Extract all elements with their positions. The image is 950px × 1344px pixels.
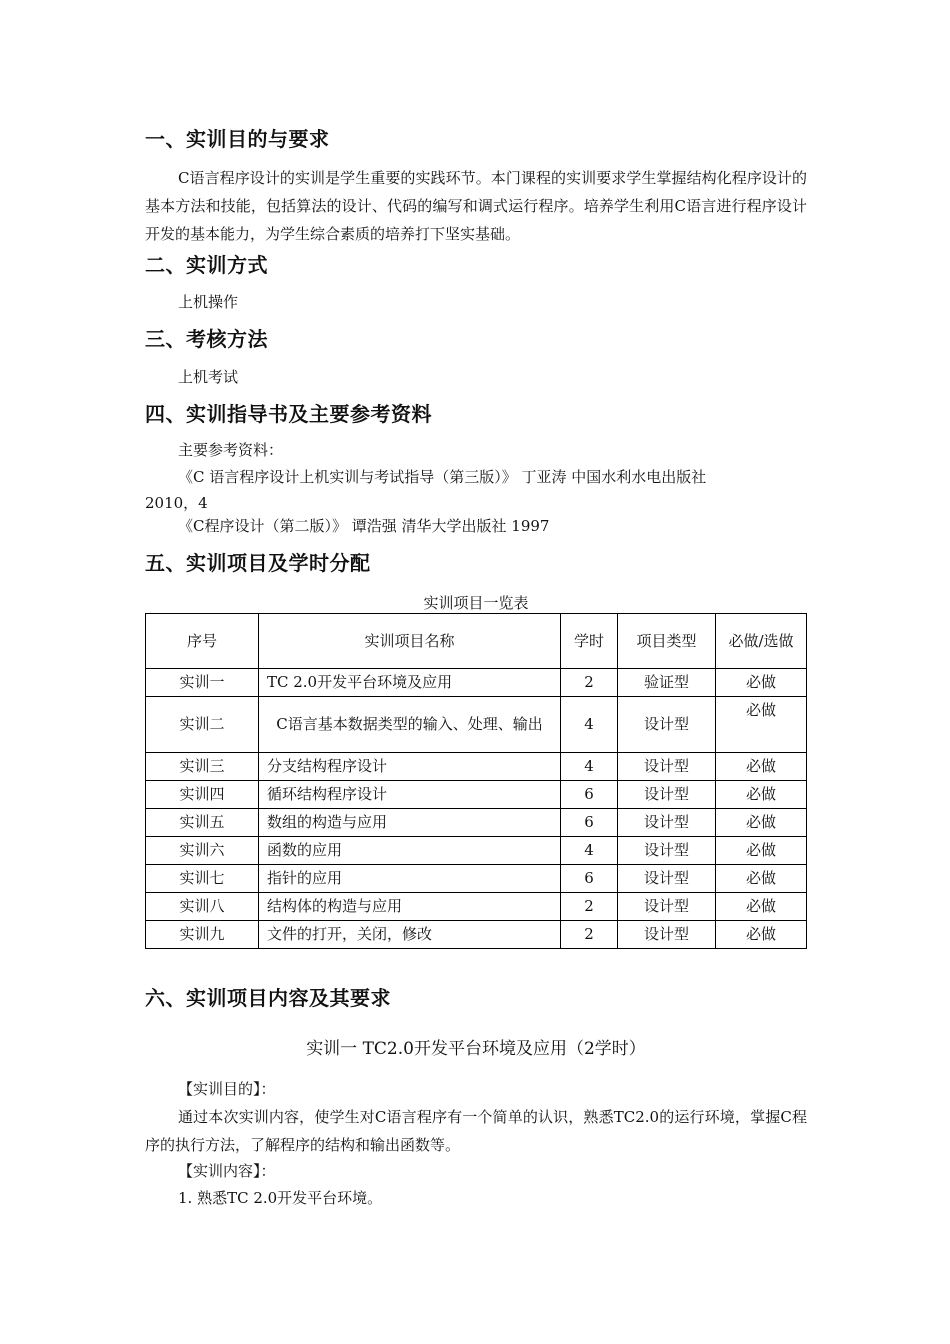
cell-type: 设计型	[618, 753, 716, 781]
experiment-1-content-label: 【实训内容】：	[178, 1162, 276, 1180]
cell-name: 文件的打开，关闭，修改	[259, 921, 561, 949]
section-1-body: C语言程序设计的实训是学生重要的实践环节。本门课程的实训要求学生掌握结构化程序设计的基本方法和技能，包括算法的设计、代码的编写和调式运行程序。培养学生利用C语言进行程序设计开发的基本能力，为学生综合素质的培养打下坚实基础。	[145, 169, 807, 243]
header-hours: 学时	[561, 614, 618, 669]
cell-hours: 4	[561, 837, 618, 865]
cell-hours: 4	[561, 753, 618, 781]
reference-1-date: 2010，4	[145, 494, 208, 512]
cell-hours: 6	[561, 781, 618, 809]
cell-required: 必做	[716, 809, 807, 837]
table-row	[146, 697, 807, 753]
section-5-heading: 五、实训项目及学时分配	[145, 551, 371, 575]
table-row	[146, 669, 807, 697]
cell-name: 函数的应用	[259, 837, 561, 865]
experiment-1-goal-label: 【实训目的】：	[178, 1080, 276, 1098]
cell-hours: 6	[561, 809, 618, 837]
cell-hours: 2	[561, 893, 618, 921]
cell-no: 实训七	[146, 865, 259, 893]
reference-2: 《C程序设计（第二版）》 谭浩强 清华大学出版社 1997	[178, 517, 550, 535]
cell-no: 实训九	[146, 921, 259, 949]
cell-type: 设计型	[618, 697, 716, 753]
experiment-1-goal-body: 通过本次实训内容，使学生对C语言程序有一个简单的认识，熟悉TC2.0的运行环境，掌握C程序的执行方法，了解程序的结构和输出函数等。	[145, 1108, 807, 1154]
cell-no: 实训三	[146, 753, 259, 781]
reference-1: 《C 语言程序设计上机实训与考试指导（第三版）》 丁亚涛 中国水利水电出版社	[178, 468, 707, 486]
cell-hours: 6	[561, 865, 618, 893]
table-row	[146, 893, 807, 921]
cell-type: 设计型	[618, 865, 716, 893]
cell-type: 设计型	[618, 921, 716, 949]
table-row	[146, 781, 807, 809]
section-3-body: 上机考试	[178, 368, 239, 386]
cell-type: 设计型	[618, 837, 716, 865]
cell-required: 必做	[716, 669, 807, 697]
cell-no: 实训一	[146, 669, 259, 697]
table-row	[146, 921, 807, 949]
table-caption: 实训项目一览表	[423, 594, 529, 612]
cell-required: 必做	[716, 697, 807, 753]
cell-no: 实训四	[146, 781, 259, 809]
experiment-1-item-1: 1. 熟悉TC 2.0开发平台环境。	[178, 1189, 383, 1207]
section-4-heading: 四、实训指导书及主要参考资料	[145, 402, 432, 426]
section-1-heading: 一、实训目的与要求	[145, 127, 330, 151]
cell-name: 分支结构程序设计	[259, 753, 561, 781]
cell-hours: 4	[561, 697, 618, 753]
header-type: 项目类型	[618, 614, 716, 669]
cell-required: 必做	[716, 865, 807, 893]
cell-type: 验证型	[618, 669, 716, 697]
cell-hours: 2	[561, 669, 618, 697]
cell-no: 实训五	[146, 809, 259, 837]
table-row	[146, 809, 807, 837]
table-row	[146, 837, 807, 865]
cell-required: 必做	[716, 893, 807, 921]
section-3-heading: 三、考核方法	[145, 327, 268, 351]
cell-name: C语言基本数据类型的输入、处理、输出	[259, 697, 561, 753]
cell-no: 实训六	[146, 837, 259, 865]
section-2-heading: 二、实训方式	[145, 253, 268, 277]
experiment-1-title: 实训一 TC2.0开发平台环境及应用（2学时）	[306, 1039, 646, 1059]
table-row	[146, 865, 807, 893]
cell-name: TC 2.0开发平台环境及应用	[259, 669, 561, 697]
section-6-heading: 六、实训项目内容及其要求	[145, 986, 391, 1010]
cell-no: 实训二	[146, 697, 259, 753]
project-table	[145, 613, 807, 949]
section-2-body: 上机操作	[178, 293, 239, 311]
cell-type: 设计型	[618, 893, 716, 921]
cell-required: 必做	[716, 837, 807, 865]
cell-name: 数组的构造与应用	[259, 809, 561, 837]
table-row	[146, 753, 807, 781]
header-name: 实训项目名称	[259, 614, 561, 669]
header-required: 必做/选做	[716, 614, 807, 669]
header-no: 序号	[146, 614, 259, 669]
cell-required: 必做	[716, 781, 807, 809]
cell-name: 指针的应用	[259, 865, 561, 893]
cell-required: 必做	[716, 753, 807, 781]
cell-required: 必做	[716, 921, 807, 949]
cell-type: 设计型	[618, 781, 716, 809]
cell-no: 实训八	[146, 893, 259, 921]
cell-name: 循环结构程序设计	[259, 781, 561, 809]
cell-name: 结构体的构造与应用	[259, 893, 561, 921]
cell-type: 设计型	[618, 809, 716, 837]
references-intro: 主要参考资料：	[178, 441, 284, 459]
cell-hours: 2	[561, 921, 618, 949]
table-header-row	[146, 614, 807, 669]
